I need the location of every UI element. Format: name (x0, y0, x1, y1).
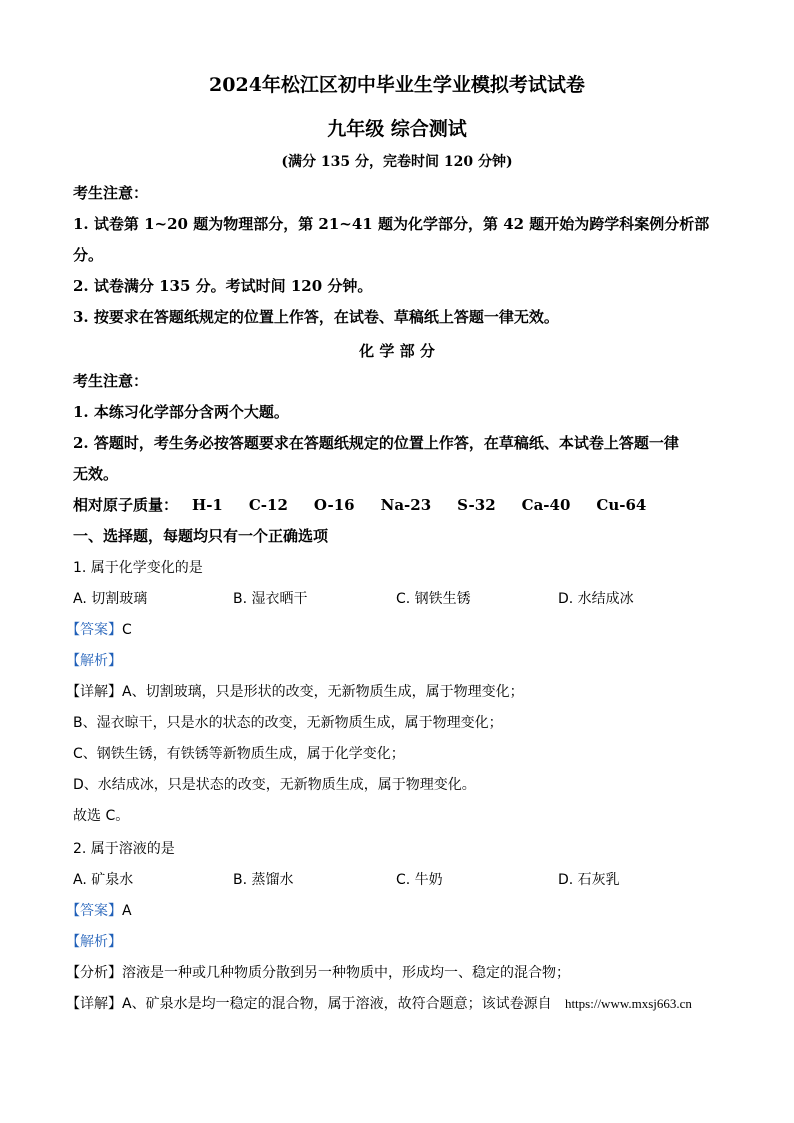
atomic-mass-item: Cu-64 (596, 496, 647, 514)
analysis-tag: 【解析】 (66, 934, 122, 950)
exam-subtitle: 九年级 综合测试 (327, 118, 467, 140)
notice-item: 2. 答题时，考生务必按答题要求在答题纸规定的位置上作答，在草稿纸、本试卷上答题一律 (73, 434, 679, 452)
option-c: C. 钢铁生锈 (396, 591, 471, 607)
atomic-mass-item: S-32 (457, 496, 496, 514)
fenxi-line: 【分析】溶液是一种或几种物质分散到另一种物质中，形成均一、稳定的混合物； (66, 965, 570, 981)
atomic-mass-item: Na-23 (380, 496, 432, 514)
detail-line: 故选 C。 (73, 808, 130, 824)
answer-tag: 【答案】 (66, 622, 122, 638)
answer-value: C (122, 622, 132, 638)
notice-heading: 考生注意： (73, 184, 149, 202)
atomic-mass-row (73, 494, 672, 515)
part-title: 一、选择题，每题均只有一个正确选项 (73, 527, 329, 545)
option-b: B. 湿衣晒干 (233, 591, 308, 607)
question-stem: 1. 属于化学变化的是 (73, 560, 203, 576)
exam-score-note: (满分 135 分，完卷时间 120 分钟) (281, 154, 513, 170)
atomic-mass-item: C-12 (248, 496, 288, 514)
answer-tag: 【答案】 (66, 903, 122, 919)
exam-title: 2024年松江区初中毕业生学业模拟考试试卷 (209, 74, 585, 96)
detail-line: B、湿衣晾干，只是水的状态的改变，无新物质生成，属于物理变化； (73, 715, 503, 731)
source-url: https://www.mxsj663.cn (564, 996, 692, 1011)
notice-item: 1. 试卷第 1~20 题为物理部分，第 21~41 题为化学部分，第 42 题开始为跨学科案例分析部 (73, 215, 710, 233)
analysis-tag: 【解析】 (66, 653, 122, 669)
notice-item: 1. 本练习化学部分含两个大题。 (73, 403, 289, 421)
options-row (0, 588, 794, 608)
option-b: B. 蒸馏水 (233, 872, 294, 888)
answer-value: A (122, 903, 132, 919)
notice-item: 3. 按要求在答题纸规定的位置上作答，在试卷、草稿纸上答题一律无效。 (73, 308, 559, 326)
options-row (0, 869, 794, 889)
answer-line (66, 900, 132, 920)
option-a: A. 矿泉水 (73, 872, 134, 888)
option-d: D. 水结成冰 (558, 591, 634, 607)
notice-heading: 考生注意： (73, 372, 149, 390)
atomic-mass-item: Ca-40 (521, 496, 571, 514)
detail-line: C、钢铁生锈，有铁锈等新物质生成，属于化学变化； (73, 746, 405, 762)
atomic-mass-item: H-1 (192, 496, 223, 514)
atomic-mass-item: O-16 (313, 496, 355, 514)
answer-line (66, 619, 132, 639)
atomic-mass-label: 相对原子质量： (73, 496, 179, 514)
option-a: A. 切割玻璃 (73, 591, 148, 607)
detail-line: D、水结成冰，只是状态的改变，无新物质生成，属于物理变化。 (73, 777, 476, 793)
detail-line: 【详解】A、切割玻璃，只是形状的改变，无新物质生成，属于物理变化； (66, 684, 524, 700)
section-title: 化 学 部 分 (359, 342, 435, 360)
question-stem: 2. 属于溶液的是 (73, 841, 175, 857)
notice-item: 2. 试卷满分 135 分。考试时间 120 分钟。 (73, 277, 373, 295)
detail-line (66, 993, 692, 1013)
option-d: D. 石灰乳 (558, 872, 620, 888)
option-c: C. 牛奶 (396, 872, 443, 888)
notice-item: 分。 (73, 246, 104, 264)
notice-item: 无效。 (73, 465, 119, 483)
detail-text: 【详解】A、矿泉水是均一稳定的混合物，属于溶液，故符合题意；该试卷源自 (66, 996, 552, 1012)
